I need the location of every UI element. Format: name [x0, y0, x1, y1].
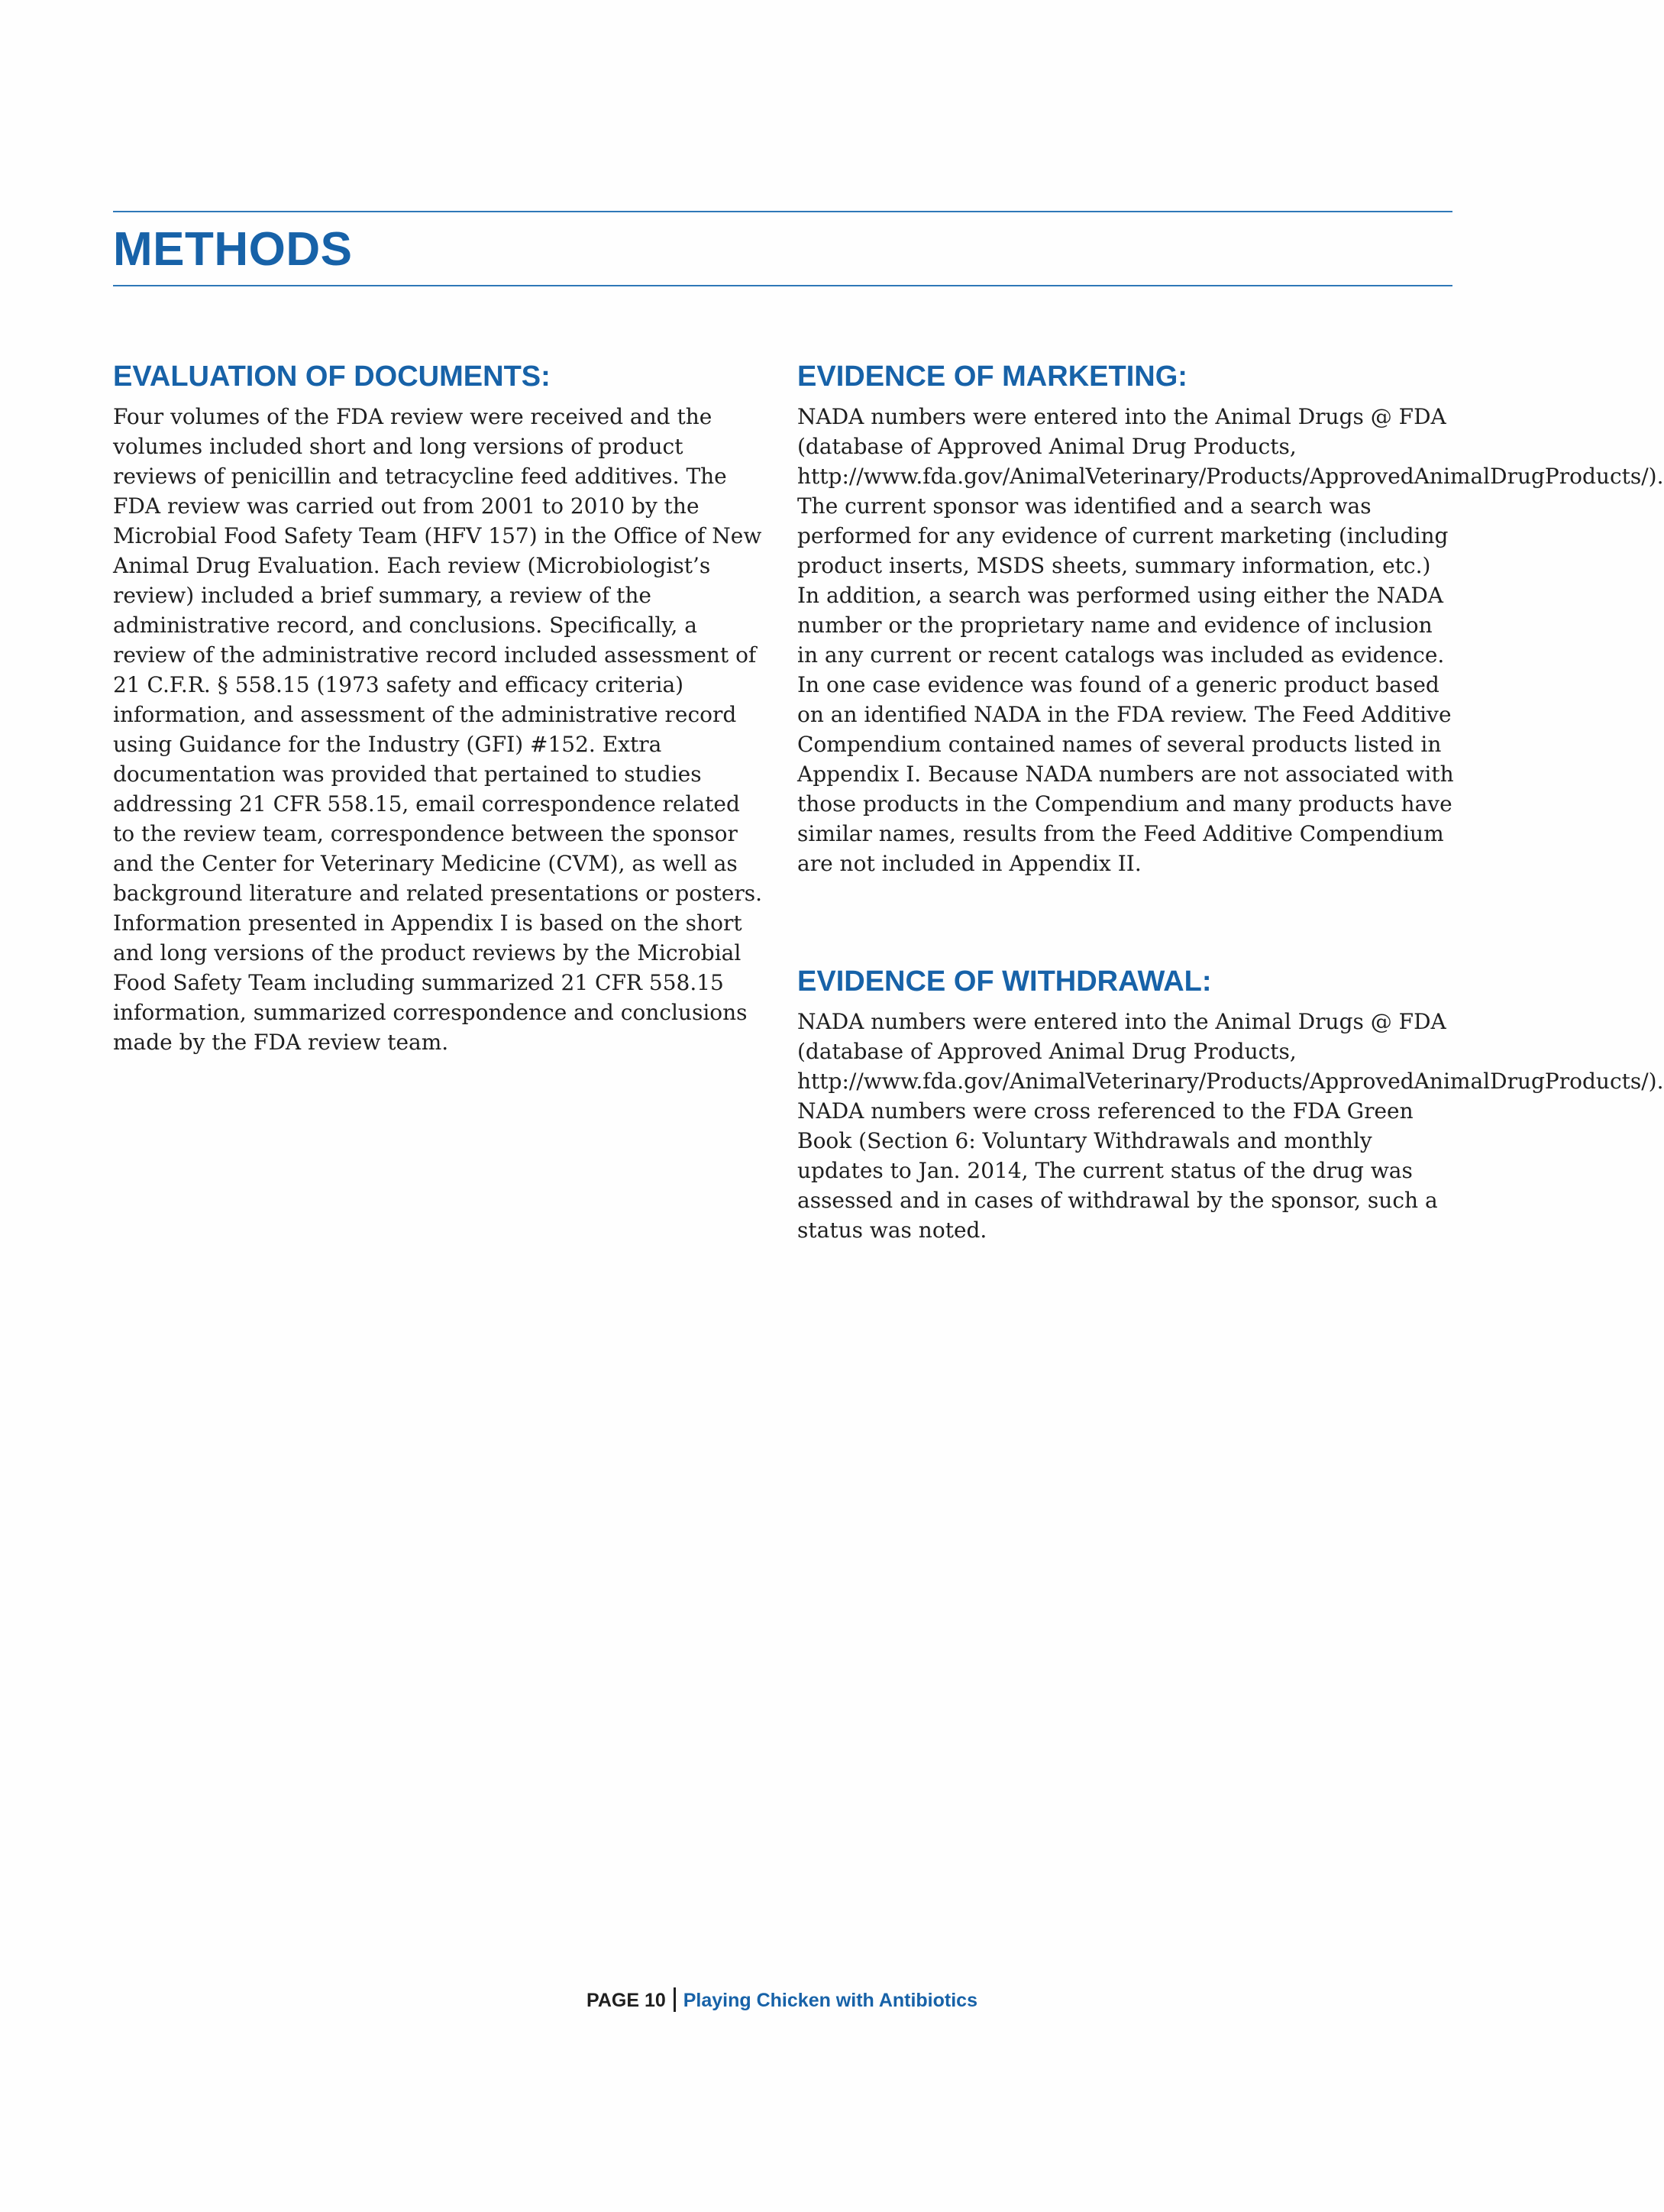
footer-separator — [674, 1987, 676, 2012]
page-footer — [0, 1987, 1564, 2013]
page-number: PAGE 10 — [586, 1990, 666, 2011]
header-rule-bottom — [113, 285, 1452, 286]
section-evaluation-of-documents — [113, 359, 762, 1057]
section-evidence-of-marketing — [797, 359, 1664, 878]
section-body: NADA numbers were entered into the Animal Drugs @ FDA (database of Approved Animal Drug Products, http://www.fda.gov/AnimalVeterinary/Products/ApprovedAnimalDrugProducts/). NADA numbers were cross referenced to the FDA Green Book (Section 6: Voluntary Withdrawals and monthly updates to Jan. 2014, The current status of the drug was assessed and in cases of withdrawal by the sponsor, such a status was noted. — [797, 1009, 1664, 1243]
footer-document-title: Playing Chicken with Antibiotics — [683, 1990, 977, 2011]
section-body: Four volumes of the FDA review were received and the volumes included short and long versions of product reviews of penicillin and tetracycline feed additives. The FDA review was carried out from 2001 to 2010 by the Microbial Food Safety Team (HFV 157) in the Office of New Animal Drug Evaluation. Each review (Microbiologist’s review) included a brief summary, a review of the administrative record, and conclusions. Specifically, a review of the administrative record included assessment of 21 C.F.R. § 558.15 (1973 safety and efficacy criteria) information, and assessment of the administrative record using Guidance for the Industry (GFI) #152. Extra documentation was provided that pertained to studies addressing 21 CFR 558.15, email correspondence related to the review team, correspondence between the sponsor and the Center for Veterinary Medicine (CVM), as well as background literature and related presentations or posters. Information presented in Appendix I is based on the short and long versions of the product reviews by the Microbial Food Safety Team including summarized 21 CFR 558.15 information, summarized correspondence and conclusions made by the FDA review team. — [113, 404, 763, 1055]
section-evidence-of-withdrawal — [797, 964, 1664, 1245]
section-body: NADA numbers were entered into the Animal Drugs @ FDA (database of Approved Animal Drug Products, http://www.fda.gov/AnimalVeterinary/Products/ApprovedAnimalDrugProducts/). The current sponsor was identified and a search was performed for any evidence of current marketing (including product inserts, MSDS sheets, summary information, etc.) In addition, a search was performed using either the NADA number or the proprietary name and evidence of inclusion in any current or recent catalogs was included as evidence. In one case evidence was found of a generic product based on an identified NADA in the FDA review. The Feed Additive Compendium contained names of several products listed in Appendix I. Because NADA numbers are not associated with those products in the Compendium and many products have similar names, results from the Feed Additive Compendium are not included in Appendix II. — [797, 404, 1664, 876]
section-heading: EVIDENCE OF MARKETING: — [797, 361, 1187, 393]
section-heading: EVALUATION OF DOCUMENTS: — [113, 361, 551, 393]
section-heading: EVIDENCE OF WITHDRAWAL: — [797, 965, 1212, 998]
page-title: METHODS — [113, 223, 353, 276]
header-rule-top — [113, 211, 1452, 212]
